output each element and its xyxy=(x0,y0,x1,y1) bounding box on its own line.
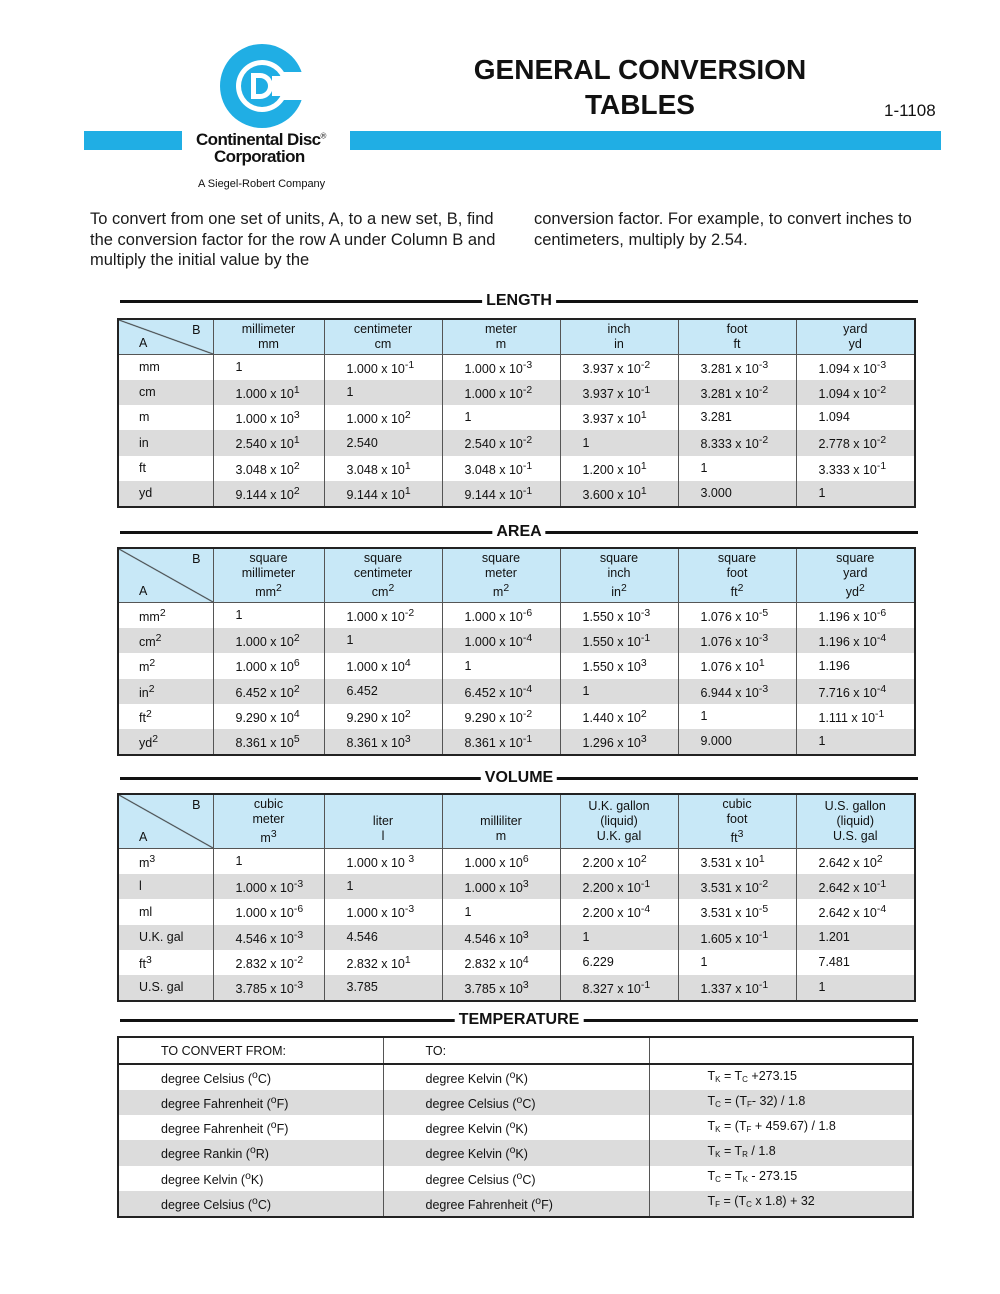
temp-from: degree Celsius ($^o$C) xyxy=(118,1191,383,1217)
conversion-factor: 1 xyxy=(324,874,442,899)
conversion-factor: 9.000 xyxy=(678,729,796,755)
row-label: mm xyxy=(118,355,213,381)
conversion-factor: 8.361 x $10^5$ xyxy=(213,729,324,755)
conversion-factor: 6.452 x $10^{-4}$ xyxy=(442,679,560,704)
corner-cell xyxy=(118,319,213,355)
conversion-factor: 1.094 xyxy=(796,405,915,430)
row-label: $yd^2$ xyxy=(118,729,213,755)
conversion-factor: 1 xyxy=(560,430,678,455)
conversion-factor: 1.196 x $10^{-4}$ xyxy=(796,628,915,653)
conversion-factor: 1.550 x $10^3$ xyxy=(560,653,678,678)
table-row xyxy=(118,1140,913,1165)
conversion-factor: 1.440 x $10^2$ xyxy=(560,704,678,729)
conversion-factor: 6.944 x $10^{-3}$ xyxy=(678,679,796,704)
column-header: cubic meter $m^3$ xyxy=(213,794,324,849)
table-row xyxy=(118,849,915,875)
conversion-factor: 1.076 x $10^{-3}$ xyxy=(678,628,796,653)
conversion-factor: 7.716 x $10^{-4}$ xyxy=(796,679,915,704)
conversion-factor: 3.048 x $10^{-1}$ xyxy=(442,456,560,481)
temp-from: degree Kelvin ($^o$K) xyxy=(118,1166,383,1191)
conversion-factor: 1.094 x $10^{-2}$ xyxy=(796,380,915,405)
conversion-factor: 2.642 x $10^{-4}$ xyxy=(796,899,915,924)
row-label: cm xyxy=(118,380,213,405)
conversion-factor: 1.000 x $10^{-3}$ xyxy=(213,874,324,899)
conversion-factor: 1.000 x $10^{-1}$ xyxy=(324,355,442,381)
conversion-factor: 1.196 x $10^{-6}$ xyxy=(796,603,915,629)
conversion-factor: 8.333 x $10^{-2}$ xyxy=(678,430,796,455)
conversion-factor: 1.550 x $10^{-3}$ xyxy=(560,603,678,629)
conversion-factor: 1 xyxy=(678,704,796,729)
corner-label-a: A xyxy=(139,336,148,350)
conversion-factor: 4.546 xyxy=(324,925,442,950)
conversion-factor: 3.333 x $10^{-1}$ xyxy=(796,456,915,481)
corner-label-b: B xyxy=(192,323,201,337)
document-number: 1-1108 xyxy=(884,101,936,120)
conversion-factor: 2.540 x $10^1$ xyxy=(213,430,324,455)
temp-to: degree Celsius ($^o$C) xyxy=(383,1166,649,1191)
column-header: yard yd xyxy=(796,319,915,355)
conversion-factor: 3.281 xyxy=(678,405,796,430)
row-label: U.S. gal xyxy=(118,975,213,1001)
table-row xyxy=(118,653,915,678)
conversion-factor: 2.832 x $10^4$ xyxy=(442,950,560,975)
conversion-factor: 1.000 x $10^{-4}$ xyxy=(442,628,560,653)
corner-cell xyxy=(118,794,213,849)
temp-to: degree Kelvin ($^o$K) xyxy=(383,1140,649,1165)
table-row xyxy=(118,704,915,729)
conversion-factor: 3.785 x $10^3$ xyxy=(442,975,560,1001)
conversion-factor: 1 xyxy=(560,679,678,704)
section-title: TEMPERATURE xyxy=(455,1010,584,1030)
column-header: milliliter m xyxy=(442,794,560,849)
conversion-factor: 1.076 x $10^{-5}$ xyxy=(678,603,796,629)
conversion-factor: 6.229 xyxy=(560,950,678,975)
area-table xyxy=(117,547,916,756)
conversion-factor: 1.296 x $10^3$ xyxy=(560,729,678,755)
conversion-factor: 1.111 x $10^{-1}$ xyxy=(796,704,915,729)
conversion-factor: 3.785 x $10^{-3}$ xyxy=(213,975,324,1001)
temp-from: degree Rankin ($^o$R) xyxy=(118,1140,383,1165)
column-header: square millimeter $mm^2$ xyxy=(213,548,324,603)
temp-formula: $T_C = (T_F-$ 32) / 1.8 xyxy=(649,1090,913,1115)
conversion-factor: 2.540 x $10^{-2}$ xyxy=(442,430,560,455)
table-row xyxy=(118,874,915,899)
table-row xyxy=(118,603,915,629)
table-row xyxy=(118,1191,913,1217)
conversion-factor: 3.531 x $10^1$ xyxy=(678,849,796,875)
section-title: LENGTH xyxy=(482,291,556,311)
conversion-factor: 7.481 xyxy=(796,950,915,975)
conversion-factor: 1.000 x $10^{-6}$ xyxy=(213,899,324,924)
row-label: $m^3$ xyxy=(118,849,213,875)
conversion-factor: 1.000 x $10^{-2}$ xyxy=(442,380,560,405)
row-label: $m^2$ xyxy=(118,653,213,678)
row-label: yd xyxy=(118,481,213,507)
table-row xyxy=(118,1166,913,1191)
page-title-line1: GENERAL CONVERSION xyxy=(473,54,807,85)
temp-from: degree Fahrenheit ($^o$F) xyxy=(118,1090,383,1115)
conversion-factor: 3.281 x $10^{-2}$ xyxy=(678,380,796,405)
conversion-factor: 1.000 x $10^6$ xyxy=(442,849,560,875)
conversion-factor: 3.048 x $10^2$ xyxy=(213,456,324,481)
conversion-factor: 1 xyxy=(560,925,678,950)
conversion-factor: 4.546 x $10^{-3}$ xyxy=(213,925,324,950)
row-label: m xyxy=(118,405,213,430)
conversion-factor: 4.546 x $10^3$ xyxy=(442,925,560,950)
column-header: U.K. gallon (liquid) U.K. gal xyxy=(560,794,678,849)
conversion-factor: 1.196 xyxy=(796,653,915,678)
column-header: millimeter mm xyxy=(213,319,324,355)
conversion-factor: 1 xyxy=(213,603,324,629)
table-row xyxy=(118,950,915,975)
row-label: $in^2$ xyxy=(118,679,213,704)
corner-label-b: B xyxy=(192,552,201,566)
table-header-row xyxy=(118,319,915,355)
row-label: in xyxy=(118,430,213,455)
conversion-factor: 8.361 x $10^{-1}$ xyxy=(442,729,560,755)
conversion-factor: 1.605 x $10^{-1}$ xyxy=(678,925,796,950)
conversion-factor: 9.290 x $10^2$ xyxy=(324,704,442,729)
temperature-section-heading xyxy=(120,1010,918,1030)
corner-cell xyxy=(118,548,213,603)
temp-formula: $T_K = (T_F + 459.67) / 1.8$ xyxy=(649,1115,913,1140)
temp-header-from: TO CONVERT FROM: xyxy=(118,1037,383,1064)
length-section-heading xyxy=(120,291,918,311)
conversion-factor: 2.778 x $10^{-2}$ xyxy=(796,430,915,455)
column-header: square meter $m^2$ xyxy=(442,548,560,603)
row-label: ml xyxy=(118,899,213,924)
conversion-factor: 8.361 x $10^3$ xyxy=(324,729,442,755)
conversion-factor: 9.290 x $10^{-2}$ xyxy=(442,704,560,729)
table-row xyxy=(118,456,915,481)
intro-text-col2: conversion factor. For example, to convert inches to centimeters, multiply by 2.54. xyxy=(534,210,912,249)
conversion-factor: 2.642 x $10^{-1}$ xyxy=(796,874,915,899)
conversion-factor: 1 xyxy=(324,628,442,653)
conversion-factor: 1.200 x $10^1$ xyxy=(560,456,678,481)
row-label: $ft^3$ xyxy=(118,950,213,975)
temp-to: degree Celsius ($^o$C) xyxy=(383,1090,649,1115)
table-row xyxy=(118,729,915,755)
row-label: $cm^2$ xyxy=(118,628,213,653)
conversion-factor: 2.540 xyxy=(324,430,442,455)
table-row xyxy=(118,430,915,455)
column-header: inch in xyxy=(560,319,678,355)
conversion-factor: 9.144 x $10^{-1}$ xyxy=(442,481,560,507)
conversion-factor: 8.327 x $10^{-1}$ xyxy=(560,975,678,1001)
conversion-factor: 1.000 x $10^3$ xyxy=(213,405,324,430)
area-section-heading xyxy=(120,522,918,542)
conversion-factor: 1.550 x $10^{-1}$ xyxy=(560,628,678,653)
row-label: $mm^2$ xyxy=(118,603,213,629)
row-label: U.K. gal xyxy=(118,925,213,950)
conversion-factor: 3.600 x $10^1$ xyxy=(560,481,678,507)
conversion-factor: 2.832 x $10^1$ xyxy=(324,950,442,975)
temp-formula: $T_F = (T_C$ x 1.8) + 32 xyxy=(649,1191,913,1217)
conversion-factor: 1.000 x $10^3$ xyxy=(442,874,560,899)
conversion-factor: 3.531 x $10^{-2}$ xyxy=(678,874,796,899)
company-name-line1: Continental Disc® xyxy=(196,130,326,149)
conversion-factor: 1.076 x $10^1$ xyxy=(678,653,796,678)
conversion-factor: 1 xyxy=(213,849,324,875)
row-label: $ft^2$ xyxy=(118,704,213,729)
cdc-logo-icon xyxy=(218,42,306,130)
conversion-factor: 3.048 x $10^1$ xyxy=(324,456,442,481)
table-row xyxy=(118,899,915,924)
conversion-factor: 1.094 x $10^{-3}$ xyxy=(796,355,915,381)
table-row xyxy=(118,355,915,381)
conversion-factor: 6.452 xyxy=(324,679,442,704)
temp-formula: $T_K = T_C +273.15$ xyxy=(649,1064,913,1090)
length-table xyxy=(117,318,916,508)
table-row xyxy=(118,1064,913,1090)
table-row xyxy=(118,1090,913,1115)
column-header: square foot $ft^2$ xyxy=(678,548,796,603)
conversion-factor: 1 xyxy=(213,355,324,381)
conversion-factor: 1.337 x $10^{-1}$ xyxy=(678,975,796,1001)
header-bar-left xyxy=(84,131,182,150)
conversion-factor: 1 xyxy=(442,653,560,678)
corner-label-a: A xyxy=(139,830,148,845)
temp-header-formula xyxy=(649,1037,913,1064)
corner-label-a: A xyxy=(139,584,148,599)
conversion-factor: 1 xyxy=(442,405,560,430)
conversion-factor: 1.000 x $10^4$ xyxy=(324,653,442,678)
column-header: liter l xyxy=(324,794,442,849)
temp-from: degree Fahrenheit ($^o$F) xyxy=(118,1115,383,1140)
table-row xyxy=(118,1115,913,1140)
conversion-factor: 1 xyxy=(442,899,560,924)
conversion-factor: 3.937 x $10^{-1}$ xyxy=(560,380,678,405)
corner-label-b: B xyxy=(192,798,201,812)
conversion-factor: 1.000 x $10^2$ xyxy=(324,405,442,430)
row-label: ft xyxy=(118,456,213,481)
temp-from: degree Celsius ($^o$C) xyxy=(118,1064,383,1090)
conversion-factor: 2.200 x $10^{-4}$ xyxy=(560,899,678,924)
volume-table xyxy=(117,793,916,1002)
column-header: meter m xyxy=(442,319,560,355)
conversion-factor: 9.290 x $10^4$ xyxy=(213,704,324,729)
conversion-factor: 1 xyxy=(796,729,915,755)
temp-header-to: TO: xyxy=(383,1037,649,1064)
conversion-factor: 2.642 x $10^2$ xyxy=(796,849,915,875)
table-row xyxy=(118,628,915,653)
table-row xyxy=(118,481,915,507)
conversion-factor: 1.201 xyxy=(796,925,915,950)
table-header-row xyxy=(118,794,915,849)
conversion-factor: 1.000 x $10^{-3}$ xyxy=(442,355,560,381)
conversion-factor: 3.281 x $10^{-3}$ xyxy=(678,355,796,381)
conversion-factor: 1.000 x $10^6$ xyxy=(213,653,324,678)
conversion-factor: 2.200 x $10^2$ xyxy=(560,849,678,875)
page-title-line2: TABLES xyxy=(585,89,695,120)
conversion-factor: 9.144 x $10^1$ xyxy=(324,481,442,507)
temperature-table xyxy=(117,1036,914,1218)
conversion-factor: 1.000 x $10^{-2}$ xyxy=(324,603,442,629)
conversion-factor: 3.937 x $10^1$ xyxy=(560,405,678,430)
conversion-factor: 1 xyxy=(678,950,796,975)
column-header: U.S. gallon (liquid) U.S. gal xyxy=(796,794,915,849)
conversion-factor: 1 xyxy=(324,380,442,405)
conversion-factor: 3.785 xyxy=(324,975,442,1001)
conversion-factor: 1 xyxy=(678,456,796,481)
conversion-factor: 2.832 x $10^{-2}$ xyxy=(213,950,324,975)
temp-to: degree Fahrenheit ($^o$F) xyxy=(383,1191,649,1217)
conversion-factor: 9.144 x $10^2$ xyxy=(213,481,324,507)
temp-formula: $T_C = T_K - 273.15$ xyxy=(649,1166,913,1191)
conversion-factor: 6.452 x $10^2$ xyxy=(213,679,324,704)
table-header-row xyxy=(118,548,915,603)
conversion-factor: 3.531 x $10^{-5}$ xyxy=(678,899,796,924)
conversion-factor: 1 xyxy=(796,481,915,507)
row-label: l xyxy=(118,874,213,899)
conversion-factor: 1.000 x $10^2$ xyxy=(213,628,324,653)
temp-to: degree Kelvin ($^o$K) xyxy=(383,1115,649,1140)
section-title: VOLUME xyxy=(481,768,557,788)
conversion-factor: 1.000 x $10^{-3}$ xyxy=(324,899,442,924)
table-row xyxy=(118,975,915,1001)
conversion-factor: 1.000 x $10^1$ xyxy=(213,380,324,405)
column-header: cubic foot $ft^3$ xyxy=(678,794,796,849)
column-header: square yard $yd^2$ xyxy=(796,548,915,603)
temp-formula: $T_K = T_R / 1.8$ xyxy=(649,1140,913,1165)
conversion-factor: 1 xyxy=(796,975,915,1001)
conversion-factor: 1.000 x $10^{-6}$ xyxy=(442,603,560,629)
section-title: AREA xyxy=(492,522,545,542)
table-row xyxy=(118,679,915,704)
header-bar-right xyxy=(350,131,941,150)
conversion-factor: 3.000 xyxy=(678,481,796,507)
column-header: foot ft xyxy=(678,319,796,355)
company-subtitle: A Siegel-Robert Company xyxy=(198,178,326,190)
temp-to: degree Kelvin ($^o$K) xyxy=(383,1064,649,1090)
conversion-factor: 1.000 x 10 $^3$ xyxy=(324,849,442,875)
table-row xyxy=(118,925,915,950)
conversion-factor: 3.937 x $10^{-2}$ xyxy=(560,355,678,381)
column-header: square inch $in^2$ xyxy=(560,548,678,603)
column-header: square centimeter $cm^2$ xyxy=(324,548,442,603)
column-header: centimeter cm xyxy=(324,319,442,355)
table-row xyxy=(118,405,915,430)
conversion-factor: 2.200 x $10^{-1}$ xyxy=(560,874,678,899)
intro-text-col1: To convert from one set of units, A, to a new set, B, find the conversion factor for the row A under Column B and multiply the initial value by the xyxy=(90,210,496,269)
volume-section-heading xyxy=(120,768,918,788)
table-row xyxy=(118,380,915,405)
company-name-line2: Corporation xyxy=(214,147,305,166)
